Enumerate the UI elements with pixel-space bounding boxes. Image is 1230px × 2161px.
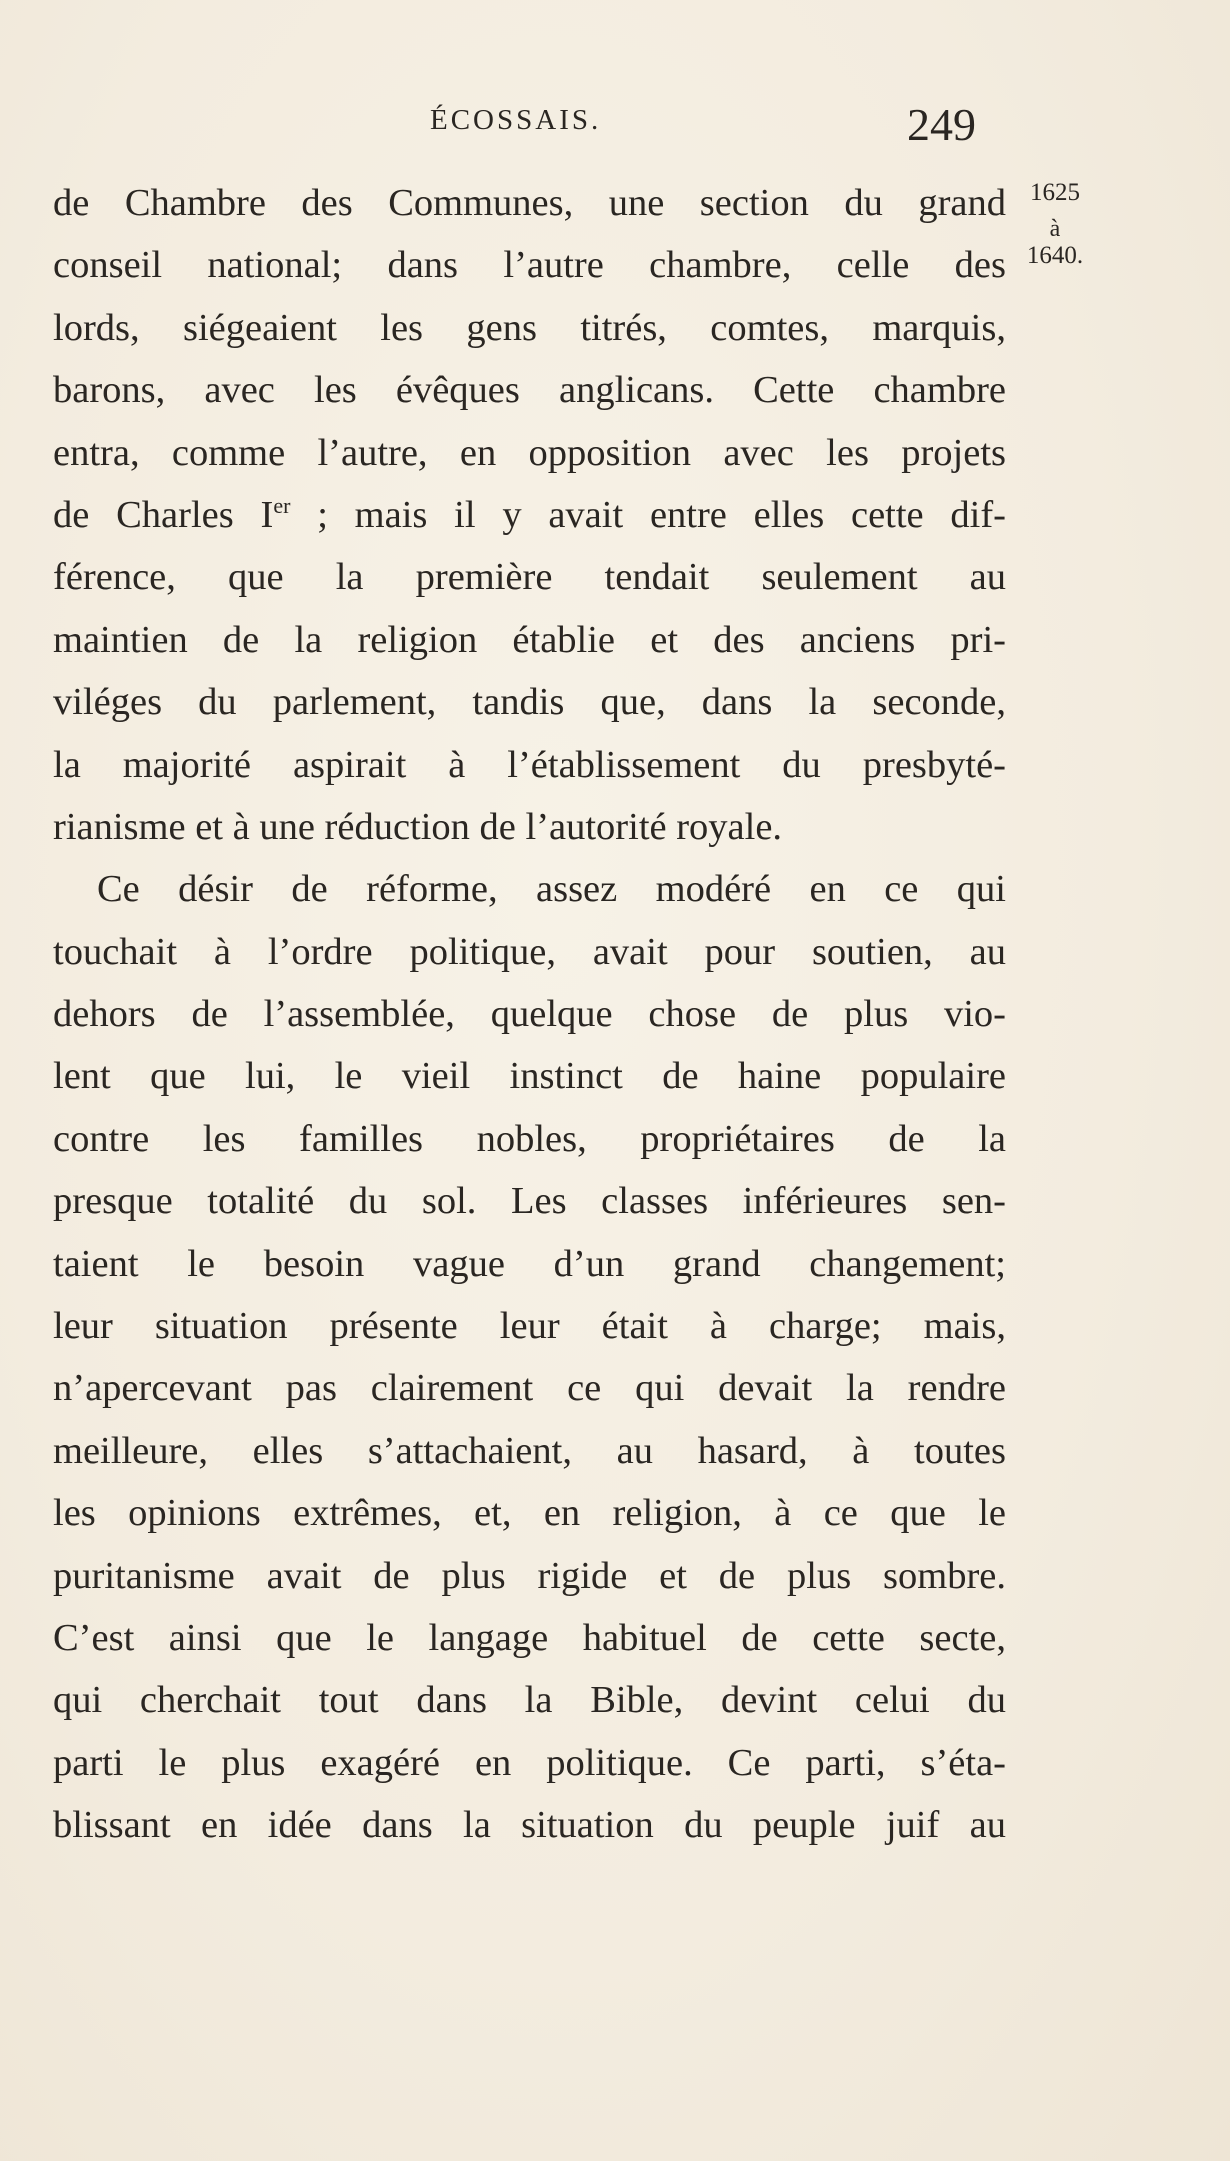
margin-separator: à [1049, 216, 1061, 242]
text-line: la majorité aspirait à l’établissement du presbyté- [53, 743, 1006, 786]
text-line: dehors de l’assemblée, quelque chose de plus vio- [53, 993, 1006, 1036]
text-line: contre les familles nobles, propriétaires de la [53, 1117, 1006, 1160]
text-line: lent que lui, le vieil instinct de haine populaire [53, 1055, 1006, 1098]
text-line: Ce désir de réforme, assez modéré en ce qui [97, 868, 1006, 911]
text-line: conseil national; dans l’autre chambre, celle des [53, 244, 1006, 287]
text-line [53, 484, 1006, 546]
text-line: viléges du parlement, tandis que, dans la seconde, [53, 681, 1006, 724]
margin-year-end: 1640. [1026, 242, 1084, 269]
text-line: parti le plus exagéré en politique. Ce parti, s’éta- [53, 1741, 1006, 1784]
margin-date-note [1012, 180, 1098, 268]
text-line: C’est ainsi que le langage habituel de cette secte, [53, 1616, 1006, 1659]
text-line: presque totalité du sol. Les classes inférieures sen- [53, 1180, 1006, 1223]
text-line: puritanisme avait de plus rigide et de plus sombre. [53, 1554, 1006, 1597]
text-line: férence, que la première tendait seulement au [53, 556, 1006, 599]
text-line: de Chambre des Communes, une section du grand [53, 182, 1006, 224]
text-line: lords, siégeaient les gens titrés, comtes, marquis, [53, 306, 1006, 349]
text-line: les opinions extrêmes, et, en religion, à ce que le [53, 1492, 1006, 1535]
running-title: ÉCOSSAIS. [430, 104, 602, 136]
text-line: leur situation présente leur était à charge; mais, [53, 1305, 1006, 1348]
text-line: qui cherchait tout dans la Bible, devint celui du [53, 1679, 1006, 1722]
text-line: rianisme et à une réduction de l’autorité royale. [53, 805, 783, 848]
text-line: touchait à l’ordre politique, avait pour soutien, au [53, 930, 1006, 973]
running-head [0, 98, 1230, 150]
text-line: n’apercevant pas clairement ce qui devait la rendre [53, 1367, 1006, 1410]
text-line: meilleure, elles s’attachaient, au hasard, à toutes [53, 1429, 1006, 1472]
text-fragment: ; mais il y avait entre elles cette dif- [290, 493, 1007, 536]
text-line: blissant en idée dans la situation du peuple juif au [53, 1804, 1006, 1847]
page-number: 249 [907, 99, 976, 150]
text-line: taient le besoin vague d’un grand changement; [53, 1242, 1006, 1285]
superscript: er [273, 492, 291, 518]
body-text [53, 172, 1006, 1857]
text-line: entra, comme l’autre, en opposition avec les projets [53, 431, 1006, 474]
text-fragment: de Charles I [53, 493, 274, 536]
margin-year-start: 1625 [1030, 179, 1080, 206]
text-line: barons, avec les évêques anglicans. Cette chambre [53, 369, 1006, 412]
text-line: maintien de la religion établie et des anciens pri- [53, 618, 1006, 661]
